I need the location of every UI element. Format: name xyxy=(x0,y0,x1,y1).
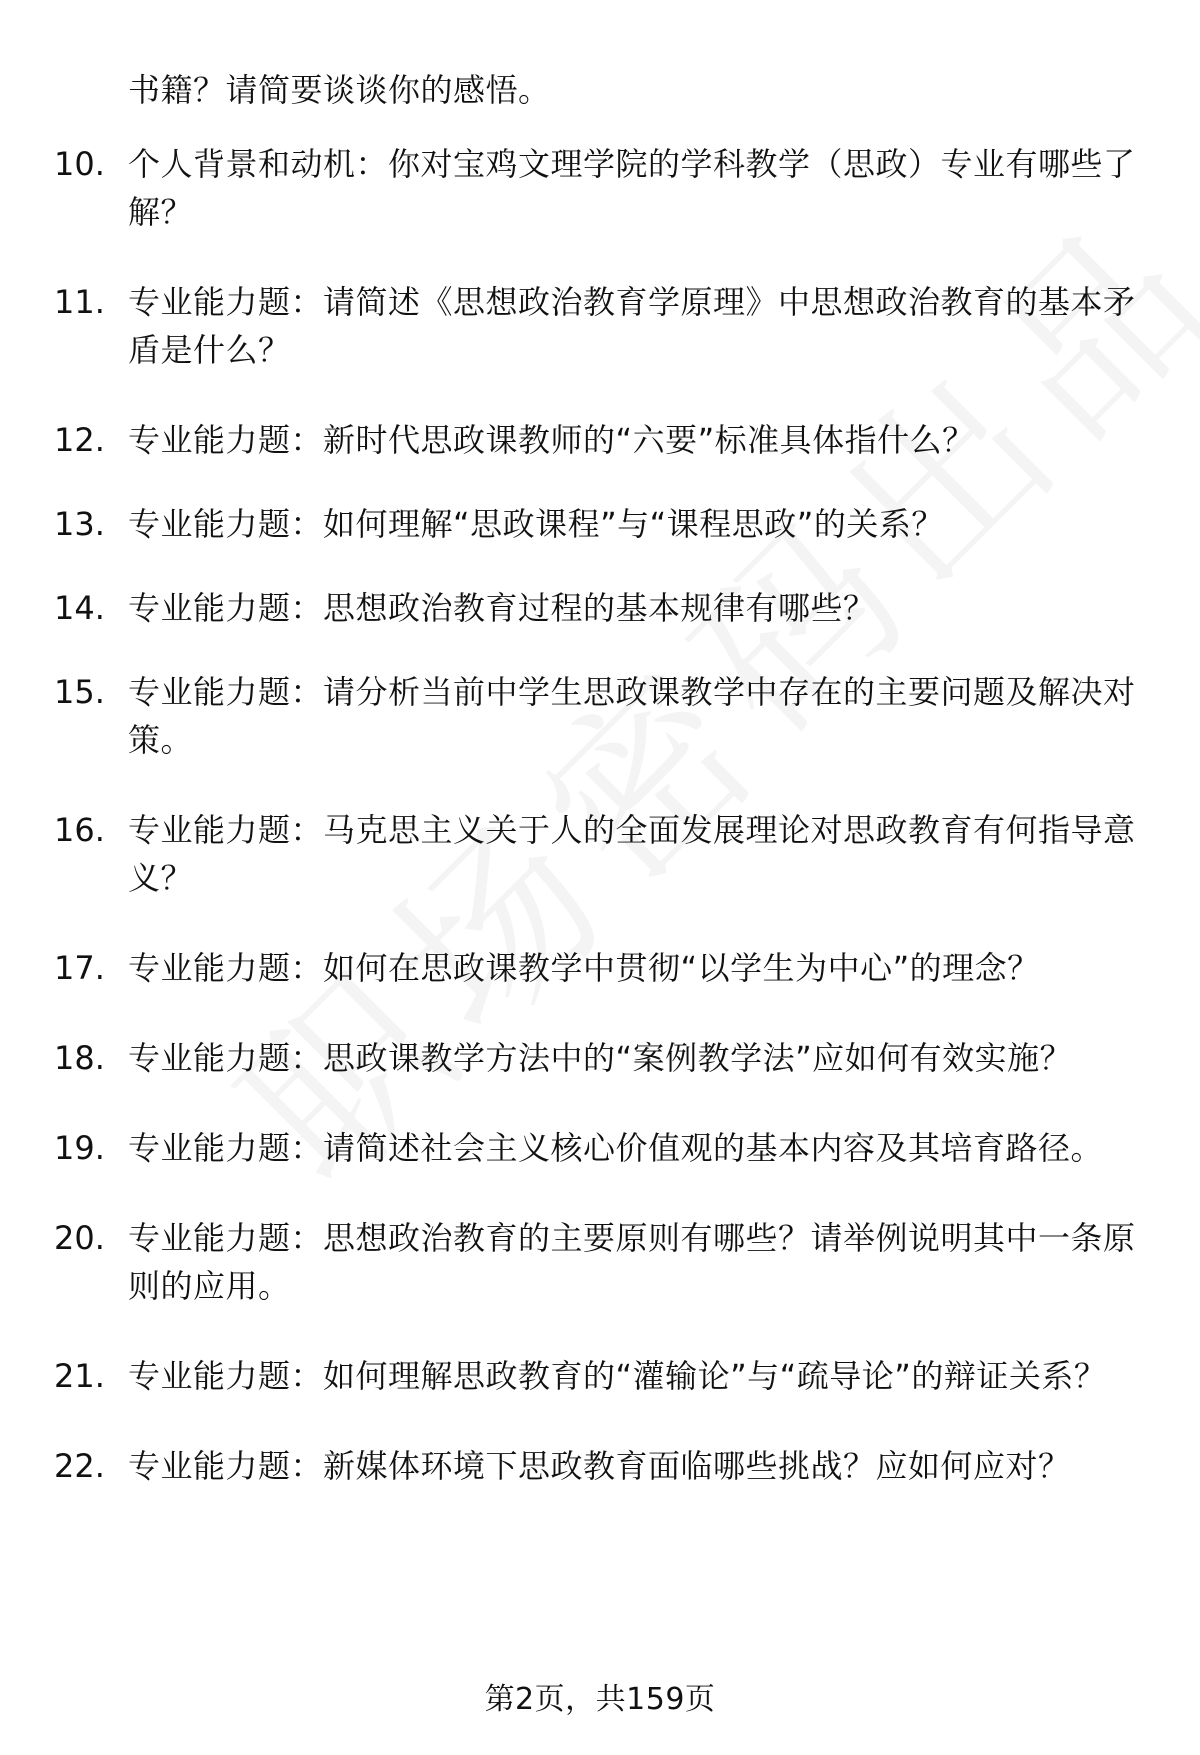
question-text: 专业能力题：如何在思政课教学中贯彻“以学生为中心”的理念？ xyxy=(128,949,1040,987)
question-text: 专业能力题：请分析当前中学生思政课教学中存在的主要问题及解决对策。 xyxy=(128,673,1136,759)
continuation-text: 书籍？请简要谈谈你的感悟。 xyxy=(128,71,551,109)
question-number: 19. xyxy=(54,1129,105,1167)
question-text: 专业能力题：思想政治教育的主要原则有哪些？请举例说明其中一条原则的应用。 xyxy=(128,1219,1136,1305)
question-number: 12. xyxy=(54,421,105,459)
question-text: 专业能力题：新媒体环境下思政教育面临哪些挑战？应如何应对？ xyxy=(128,1447,1071,1485)
question-number: 13. xyxy=(54,505,105,543)
question-text: 专业能力题：请简述社会主义核心价值观的基本内容及其培育路径。 xyxy=(128,1129,1104,1167)
question-item xyxy=(0,500,1200,548)
question-item xyxy=(0,1442,1200,1490)
question-number: 16. xyxy=(54,811,105,849)
question-item xyxy=(0,944,1200,992)
question-text: 个人背景和动机：你对宝鸡文理学院的学科教学（思政）专业有哪些了解？ xyxy=(128,145,1136,231)
question-number: 22. xyxy=(54,1447,105,1485)
question-list xyxy=(0,140,1200,1532)
question-text: 专业能力题：思想政治教育过程的基本规律有哪些？ xyxy=(128,589,876,627)
question-item xyxy=(0,1352,1200,1400)
question-text: 专业能力题：马克思主义关于人的全面发展理论对思政教育有何指导意义？ xyxy=(128,811,1136,897)
question-number: 17. xyxy=(54,949,105,987)
question-number: 18. xyxy=(54,1039,105,1077)
question-item xyxy=(0,806,1200,902)
question-number: 21. xyxy=(54,1357,105,1395)
question-number: 14. xyxy=(54,589,105,627)
question-text: 专业能力题：新时代思政课教师的“六要”标准具体指什么？ xyxy=(128,421,975,459)
question-number: 10. xyxy=(54,145,105,183)
question-item xyxy=(0,140,1200,236)
question-item xyxy=(0,668,1200,764)
question-text: 专业能力题：如何理解思政教育的“灌输论”与“疏导论”的辩证关系？ xyxy=(128,1357,1107,1395)
page-footer: 第2页，共159页 xyxy=(484,1682,716,1717)
question-number: 20. xyxy=(54,1219,105,1257)
question-item xyxy=(0,416,1200,464)
question-number: 15. xyxy=(54,673,105,711)
question-item xyxy=(0,1124,1200,1172)
question-text: 专业能力题：请简述《思想政治教育学原理》中思想政治教育的基本矛盾是什么？ xyxy=(128,283,1136,369)
question-text: 专业能力题：思政课教学方法中的“案例教学法”应如何有效实施？ xyxy=(128,1039,1073,1077)
question-item xyxy=(0,1214,1200,1310)
question-item xyxy=(0,584,1200,632)
question-item xyxy=(0,1034,1200,1082)
question-number: 11. xyxy=(54,283,105,321)
question-item xyxy=(0,278,1200,374)
question-text: 专业能力题：如何理解“思政课程”与“课程思政”的关系？ xyxy=(128,505,944,543)
